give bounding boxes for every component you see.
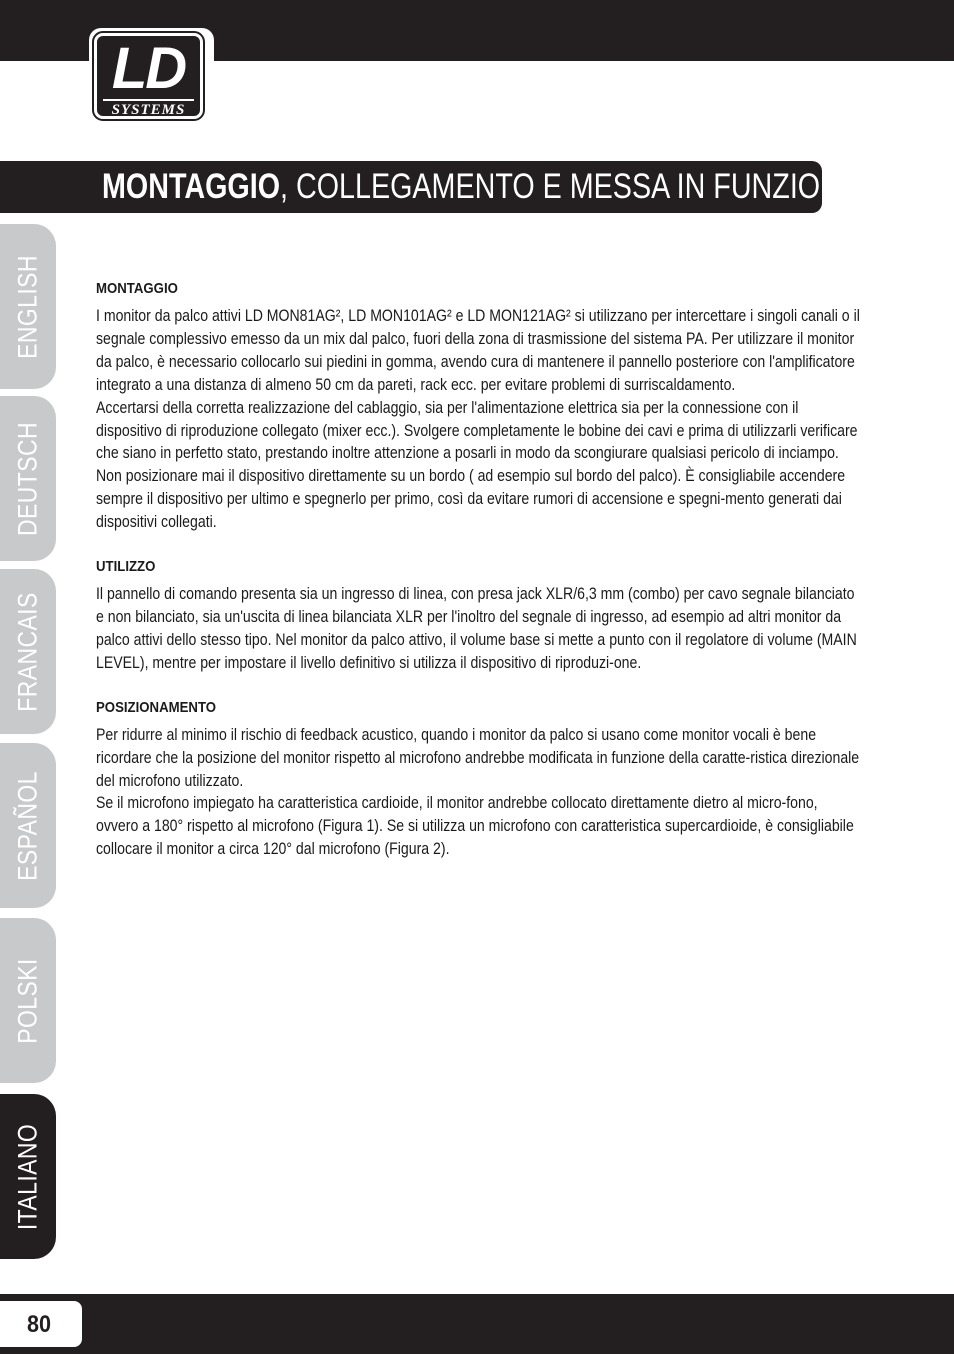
section-posizionamento (96, 697, 862, 861)
logo-brand: LD (111, 36, 186, 101)
tab-english-label: ENGLISH (12, 254, 43, 359)
section-utilizzo (96, 556, 862, 675)
section-heading: POSIZIONAMENTO (96, 698, 217, 716)
section-heading: MONTAGGIO (96, 280, 178, 297)
page-title-bold: MONTAGGIO (102, 167, 281, 206)
tab-francais[interactable] (0, 569, 56, 734)
paragraph: Accertarsi della corretta realizzazione del cablaggio, sia per l'alimentazione elettrica sia per la connessione con il dispositivo di riproduzione collegato (mixer ecc.). Svolgere completamente le bobine dei cavi e prima di utilizzarli verificare che siano in perfetto stato, prestando inoltre attenzione a posarli in modo da scongiurare qualsiasi pericolo di inciampo. (96, 398, 858, 463)
paragraph: Il pannello di comando presenta sia un ingresso di linea, con presa jack XLR/6,3 mm (combo) per cavo segnale bilanciato e non bilanciato, sia un'uscita di linea bilanciata XLR per l'inoltro del segnale di ingresso, ad esempio ad altri monitor da palco attivi dello stesso tipo. Nel monitor da palco attivo, il volume base si mette a punto con il regolatore di volume (MAIN LEVEL), mentre per impostare il livello definitivo si utilizza il dispositivo di riproduzi-one. (96, 585, 857, 672)
tab-english[interactable] (0, 224, 56, 389)
tab-deutsch[interactable] (0, 396, 56, 561)
page-title (102, 167, 860, 207)
paragraph: I monitor da palco attivi LD MON81AG², LD MON101AG² e LD MON121AG² si utilizzano per intercettare i singoli canali o il segnale complessivo emesso da un mix dal palco, fuori della zona di trasmissione del sistema PA. Per utilizzare il monitor da palco, è necessario collocarlo sui piedini in gomma, avendo cura di mantenere il pannello posteriore con l'amplificatore integrato a una distanza di almeno 50 cm da pareti, rack ecc. per evitare problemi di surriscaldamento. (96, 307, 860, 394)
tab-espanol-label: ESPAÑOL (12, 770, 43, 881)
section-montaggio (96, 278, 862, 534)
main-content (96, 278, 862, 861)
tab-italiano[interactable] (0, 1094, 56, 1259)
tab-espanol[interactable] (0, 743, 56, 908)
logo-frame (94, 33, 203, 119)
tab-italiano-label: ITALIANO (12, 1123, 43, 1230)
paragraph: Per ridurre al minimo il rischio di feedback acustico, quando i monitor da palco si usano come monitor vocali è bene ricordare che la posizione del monitor rispetto al microfono andrebbe modificata in funzione della caratte-ristica direzionale del microfono utilizzato. (96, 725, 860, 790)
paragraph: Non posizionare mai il dispositivo direttamente su un bordo ( ad esempio sul bordo del palco). È consigliabile accendere sempre il dispositivo per ultimo e spegnerlo per primo, così da evitare rumori di accensione e spegni-mento generati dai dispositivi collegati. (96, 467, 846, 532)
page-number-box (0, 1301, 82, 1347)
page-title-rest: , COLLEGAMENTO E MESSA IN FUNZIONE (280, 167, 860, 206)
tab-deutsch-label: DEUTSCH (12, 421, 43, 536)
page-number: 80 (27, 1311, 52, 1338)
paragraph: Se il microfono impiegato ha caratteristica cardioide, il monitor andrebbe collocato direttamente dietro al micro-fono, ovvero a 180° rispetto al microfono (Figura 1). Se si utilizza un microfono con caratteristica supercardioide, è consigliabile collocare il monitor a circa 120° dal microfono (Figura 2). (96, 794, 854, 859)
tab-polski-label: POLSKI (12, 957, 43, 1044)
ld-systems-logo (89, 28, 214, 126)
footer-bar (0, 1294, 954, 1354)
tab-francais-label: FRANCAIS (12, 591, 43, 712)
logo-subtitle: SYSTEMS (103, 99, 194, 119)
section-heading: UTILIZZO (96, 558, 156, 576)
tab-polski[interactable] (0, 918, 56, 1083)
